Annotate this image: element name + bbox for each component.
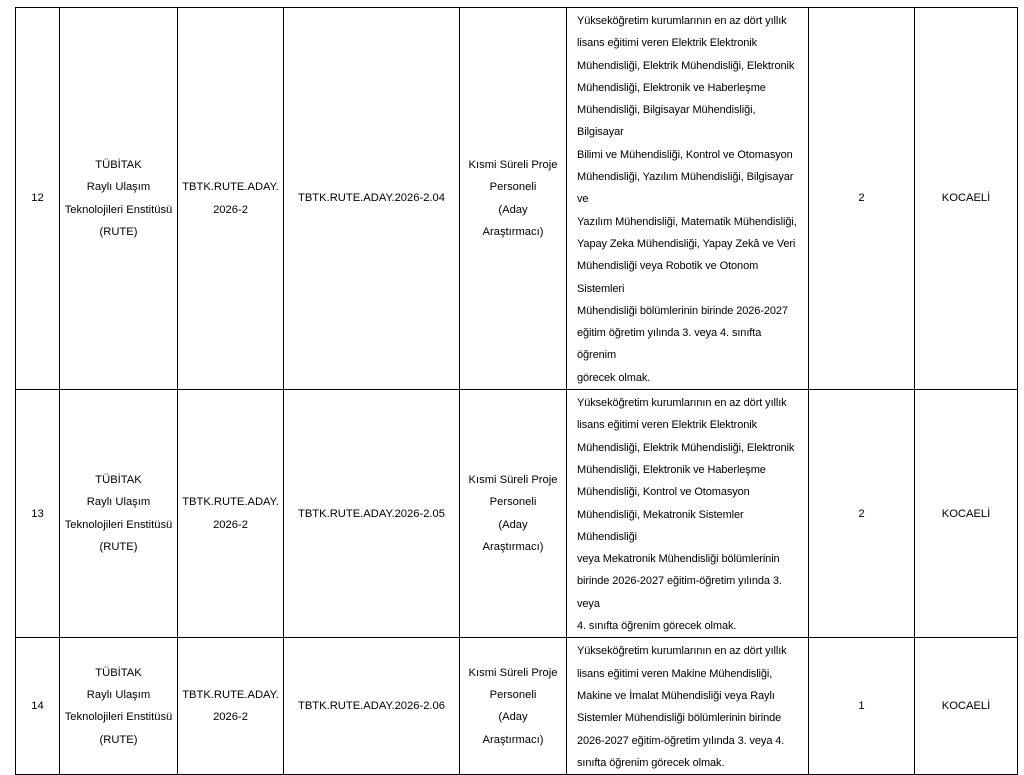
institution-cell: TÜBİTAK Raylı Ulaşım Teknolojileri Enstitüsü (RUTE) xyxy=(60,390,178,638)
position-title-cell: Kısmi Süreli Proje Personeli (Aday Araştırmacı) xyxy=(460,390,567,638)
institution-cell: TÜBİTAK Raylı Ulaşım Teknolojileri Enstitüsü (RUTE) xyxy=(60,638,178,775)
position-code-cell: TBTK.RUTE.ADAY.2026-2.05 xyxy=(284,390,460,638)
requirements-cell: Yükseköğretim kurumlarının en az dört yıllık lisans eğitimi veren Elektrik Elektronik Mühendisliği, Elektrik Mühendisliği, Elektronik Mühendisliği, Elektronik ve Haberleşme Mühendisliği, Kontrol ve Otomasyon Mühendisliği, Mekatronik Sistemler Mühendisliği veya Mekatronik Mühendisliği bölümlerinin birinde 2026-2027 eğitim-öğretim yılında 3. veya 4. sınıfta öğrenim görecek olmak. xyxy=(567,390,809,638)
row-number: 12 xyxy=(16,8,60,390)
position-title-cell: Kısmi Süreli Proje Personeli (Aday Araştırmacı) xyxy=(460,638,567,775)
table-row xyxy=(16,8,1018,390)
requirements-cell: Yükseköğretim kurumlarının en az dört yıllık lisans eğitimi veren Elektrik Elektronik Mühendisliği, Elektrik Mühendisliği, Elektronik Mühendisliği, Elektronik ve Haberleşme Mühendisliği, Bilgisayar Mühendisliği, Bilgisayar Bilimi ve Mühendisliği, Kontrol ve Otomasyon Mühendisliği, Yazılım Mühendisliği, Bilgisayar ve Yazılım Mühendisliği, Matematik Mühendisliği, Yapay Zeka Mühendisliği, Yapay Zekâ ve Veri Mühendisliği veya Robotik ve Otonom Sistemleri Mühendisliği bölümlerinin birinde 2026-2027 eğitim öğretim yılında 3. veya 4. sınıfta öğrenim görecek olmak. xyxy=(567,8,809,390)
count-cell: 2 xyxy=(809,8,915,390)
table-row xyxy=(16,638,1018,775)
announcement-code-cell: TBTK.RUTE.ADAY. 2026-2 xyxy=(178,8,284,390)
announcement-code-cell: TBTK.RUTE.ADAY. 2026-2 xyxy=(178,390,284,638)
city-cell: KOCAELİ xyxy=(915,8,1018,390)
row-number: 13 xyxy=(16,390,60,638)
requirements-cell: Yükseköğretim kurumlarının en az dört yıllık lisans eğitimi veren Makine Mühendisliği, Makine ve İmalat Mühendisliği veya Raylı Sistemler Mühendisliği bölümlerinin birinde 2026-2027 eğitim-öğretim yılında 3. veya 4. sınıfta öğrenim görecek olmak. xyxy=(567,638,809,775)
announcement-code-cell: TBTK.RUTE.ADAY. 2026-2 xyxy=(178,638,284,775)
institution-cell: TÜBİTAK Raylı Ulaşım Teknolojileri Enstitüsü (RUTE) xyxy=(60,8,178,390)
row-number: 14 xyxy=(16,638,60,775)
count-cell: 1 xyxy=(809,638,915,775)
city-cell: KOCAELİ xyxy=(915,390,1018,638)
position-code-cell: TBTK.RUTE.ADAY.2026-2.04 xyxy=(284,8,460,390)
count-cell: 2 xyxy=(809,390,915,638)
position-title-cell: Kısmi Süreli Proje Personeli (Aday Araştırmacı) xyxy=(460,8,567,390)
positions-table xyxy=(15,7,1018,775)
city-cell: KOCAELİ xyxy=(915,638,1018,775)
position-code-cell: TBTK.RUTE.ADAY.2026-2.06 xyxy=(284,638,460,775)
table-row xyxy=(16,390,1018,638)
